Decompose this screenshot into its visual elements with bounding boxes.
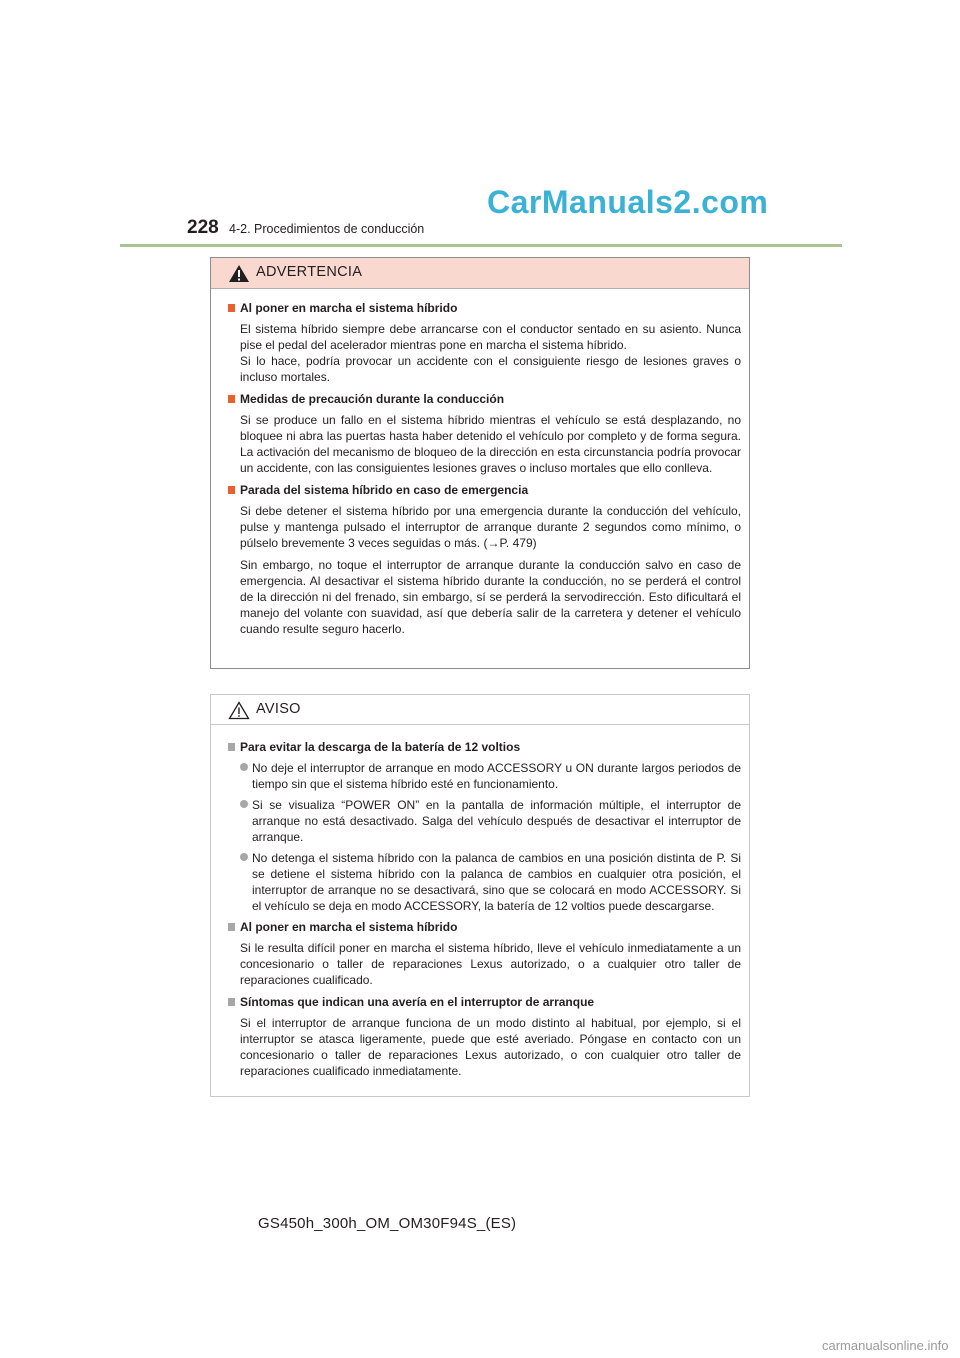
notice-header [211, 695, 749, 725]
notice-bullet: No detenga el sistema híbrido con la palanca de cambios en una posición distinta de P. Si se detiene el sistema híbrido con la palanca de cambios en cualquier otra posición, el interruptor de arranque no se desactivará, sino que se colocará en modo ACCESSORY. Si el vehículo se deja en modo ACCESSORY, la batería de 12 voltios puede descargarse. [228, 850, 741, 914]
notice-body [211, 725, 749, 1079]
notice-label: AVISO [256, 701, 301, 717]
square-bullet-icon [228, 998, 235, 1006]
notice-box [210, 694, 750, 1097]
page-header [0, 0, 960, 250]
square-bullet-icon [228, 304, 235, 312]
warning-item-title: Medidas de precaución durante la conducción [228, 391, 741, 408]
watermark-site: carmanualsonline.info [822, 1338, 949, 1353]
warning-box [210, 257, 750, 669]
notice-paragraph: Si le resulta difícil poner en marcha el sistema híbrido, lleve el vehículo inmediatamente a un concesionario o taller de reparaciones Lexus autorizado, o a cualquier otro taller de reparaciones cualificado. [240, 941, 741, 987]
circle-bullet-icon [240, 800, 248, 808]
notice-bullet: No deje el interruptor de arranque en modo ACCESSORY u ON durante largos periodos de tiempo sin que el sistema híbrido esté en funcionamiento. [228, 760, 741, 792]
notice-bullet: Si se visualiza “POWER ON” en la pantalla de información múltiple, el interruptor de arranque no está desactivado. Salga del vehículo después de desactivar el interruptor de arranque. [228, 797, 741, 845]
notice-item-title: Al poner en marcha el sistema híbrido [228, 919, 741, 936]
document-code: GS450h_300h_OM_OM30F94S_(ES) [258, 1215, 517, 1232]
square-bullet-icon [228, 486, 235, 494]
warning-item-title: Parada del sistema híbrido en caso de emergencia [228, 482, 741, 499]
warning-header [211, 258, 749, 289]
warning-paragraph: El sistema híbrido siempre debe arrancarse con el conductor sentado en su asiento. Nunca pise el pedal del acelerador mientras pone en marcha el sistema híbrido. Si lo hace, podría provocar un accidente con el consiguiente riesgo de lesiones graves o incluso mortales. [240, 322, 741, 384]
warning-triangle-icon [228, 264, 250, 283]
notice-paragraph: Si el interruptor de arranque funciona de un modo distinto al habitual, por ejemplo, si el interruptor se atasca ligeramente, puede que esté averiado. Póngase en contacto con un concesionario o taller de reparaciones Lexus autorizado, o con cualquier otro taller de reparaciones cualificado inmediatamente. [240, 1016, 741, 1078]
square-bullet-icon [228, 395, 235, 403]
notice-item-title: Síntomas que indican una avería en el interruptor de arranque [228, 994, 741, 1011]
circle-bullet-icon [240, 763, 248, 771]
square-bullet-icon [228, 923, 235, 931]
caution-triangle-icon [228, 701, 250, 720]
warning-paragraph: Si se produce un fallo en el sistema híbrido mientras el vehículo se está desplazando, no bloquee ni abra las puertas hasta haber detenido el vehículo por completo y de forma segura. La activación del mecanismo de bloqueo de la dirección en esta circunstancia podría provocar un accidente, con las consiguientes lesiones graves o incluso mortales que ello conlleva. [240, 413, 741, 475]
warning-label: ADVERTENCIA [256, 264, 363, 280]
warning-paragraph: Si debe detener el sistema híbrido por una emergencia durante la conducción del vehículo, pulse y mantenga pulsado el interruptor de arranque durante 2 segundos como mínimo, o púlselo brevemente 3 veces seguidas o más. (→P. 479) [240, 504, 741, 550]
warning-item-title: Al poner en marcha el sistema híbrido [228, 300, 741, 317]
square-bullet-icon [228, 743, 235, 751]
section-title: 4-2. Procedimientos de conducción [229, 222, 425, 236]
header-rule [120, 244, 842, 247]
warning-paragraph: Sin embargo, no toque el interruptor de arranque durante la conducción salvo en caso de emergencia. Al desactivar el sistema híbrido durante la conducción, no se perderá el control de la dirección ni del frenado, sin embargo, sí se perderá la servodirección. Esto dificultará el manejo del volante con suavidad, así que debería salir de la carretera y detener el vehículo cuando resulte seguro hacerlo. [240, 558, 741, 636]
watermark-logo: CarManuals2.com [487, 184, 769, 220]
notice-item-title: Para evitar la descarga de la batería de 12 voltios [228, 739, 741, 756]
warning-body [211, 289, 749, 637]
circle-bullet-icon [240, 853, 248, 861]
page-number: 228 [187, 217, 219, 238]
